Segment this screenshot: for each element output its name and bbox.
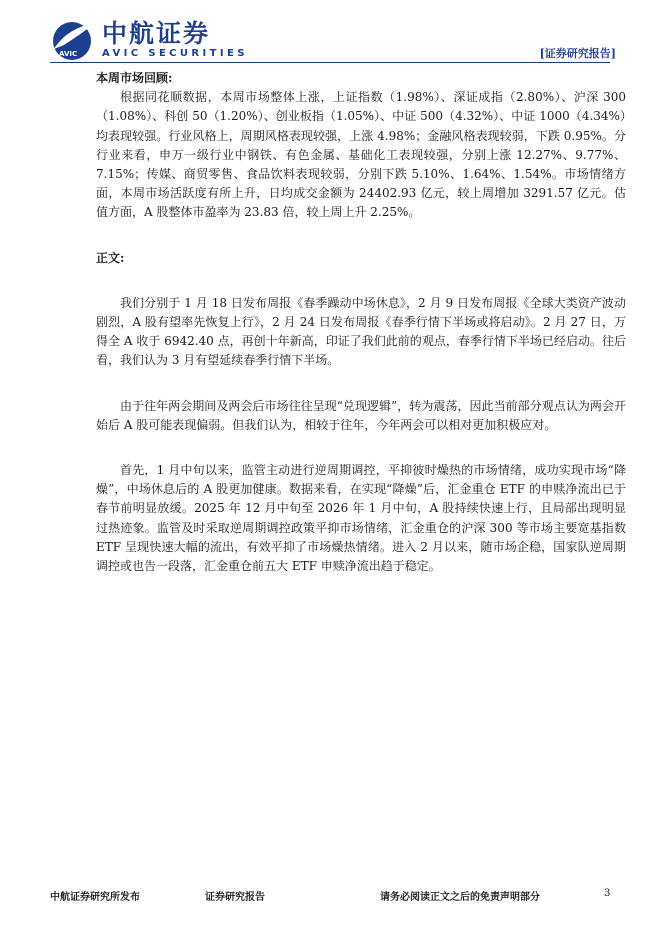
market-review-heading: 本周市场回顾: xyxy=(96,71,173,85)
footer-report-type: 证券研究报告 xyxy=(205,892,265,903)
page-footer xyxy=(0,888,662,908)
spacer xyxy=(96,223,626,249)
footer-publisher: 中航证券研究所发布 xyxy=(50,892,140,903)
report-body xyxy=(96,69,626,576)
market-review-paragraph: 根据同花顺数据，本周市场整体上涨，上证指数（1.98%）、深证成指（2.80%）、沪深 300（1.08%）、科创 50（1.20%）、创业板指（1.05%）、中证 500（4.32%）、中证 1000（4.34%）均表现较强。行业风格上，周期风格表现较强，上涨 4.98%；金融风格表现较弱，下跌 0.95%。分行业来看，申万一级行业中钢铁、有色金属、基础化工表现较强，分别上涨 12.27%、9.77%、7.15%；传媒、商贸零售、食品饮料表现较弱，分别下跌 5.10%、1.64%、1.54%。市场情绪方面，本周市场活跃度有所上升，日均成交金额为 24402.93 亿元，较上周增加 3291.57 亿元。估值方面，A 股整体市盈率为 23.83 倍，较上周上升 2.25%。 xyxy=(96,90,626,220)
body-paragraph-2: 由于往年两会期间及两会后市场往往呈现“兑现逻辑”，转为震荡，因此当前部分观点认为两会开始后 A 股可能表现偏弱。但我们认为，相较于往年，今年两会可以相对更加积极应对。 xyxy=(96,398,626,432)
spacer xyxy=(96,371,626,397)
logo-text: AVIC xyxy=(59,50,78,58)
avic-logo-icon xyxy=(50,19,94,61)
spacer xyxy=(96,435,626,461)
page-number: 3 xyxy=(604,888,611,899)
body-paragraph-3: 首先，1 月中旬以来，监管主动进行逆周期调控，平抑彼时燥热的市场情绪，成功实现市场“降燥”，中场休息后的 A 股更加健康。数据来看，在实现“降燥”后，汇金重仓 ETF 的申赎净流出已于春节前明显放缓。2025 年 12 月中旬至 2026 年 1 月中旬，A 股持续快速上行，且局部出现明显过热迹象。监管及时采取逆周期调控政策平抑市场情绪，汇金重仓的沪深 300 等市场主要宽基指数 ETF 呈现快速大幅的流出，有效平抑了市场燥热情绪。进入 2 月以来，随市场企稳，国家队逆周期调控或也告一段落，汇金重仓前五大 ETF 申赎净流出趋于稳定。 xyxy=(96,463,626,574)
report-type-tag: [证券研究报告] xyxy=(539,47,616,60)
footer-disclaimer: 请务必阅读正文之后的免责声明部分 xyxy=(380,892,540,903)
brand-name-en: AVIC SECURITIES xyxy=(102,48,248,59)
spacer xyxy=(96,268,626,294)
body-paragraph-1: 我们分别于 1 月 18 日发布周报《春季躁动中场休息》，2 月 9 日发布周报《全球大类资产波动剧烈，A 股有望率先恢复上行》，2 月 24 日发布周报《春季行情下半场或将启动》。2 月 27 日，万得全 A 收于 6942.40 点，再创十年新高，印证了我们此前的观点，春季行情下半场已经启动。往后看，我们认为 3 月有望延续春季行情下半场。 xyxy=(96,295,626,368)
brand-name-cn: 中航证券 xyxy=(102,19,211,48)
header-divider xyxy=(50,62,610,63)
main-text-heading: 正文: xyxy=(96,250,125,265)
page-header xyxy=(0,0,662,66)
